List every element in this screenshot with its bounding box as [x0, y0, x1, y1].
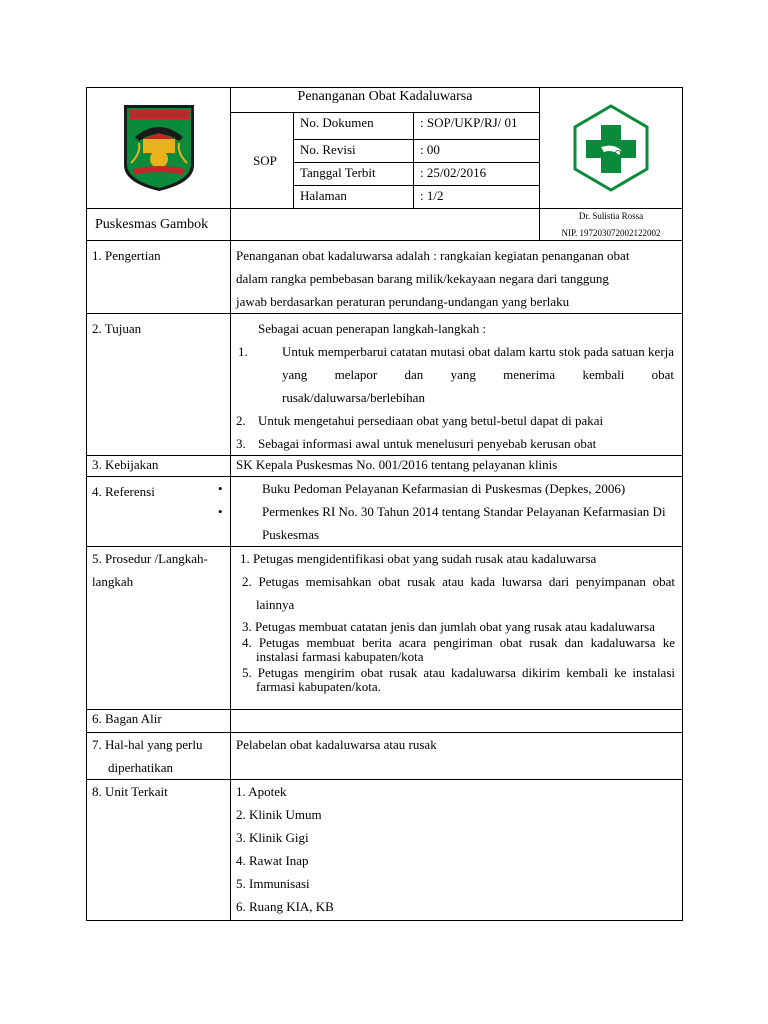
section-label-line: 5. Prosedur /Langkah-	[92, 551, 208, 566]
tujuan-content	[231, 314, 683, 456]
bullet-icon: •	[218, 481, 223, 496]
sop-document	[86, 87, 682, 921]
referensi-content	[218, 477, 683, 547]
pengertian-content	[231, 241, 683, 314]
puskesmas-logo-cell	[540, 88, 683, 209]
procedure-step: 3. Petugas membuat catatan jenis dan jumlah obat yang rusak atau kadaluwarsa	[242, 619, 655, 634]
procedure-step: 5. Petugas mengirim obat rusak atau kadaluwarsa dikirim kembali ke instalasi farmasi kabupaten/kota.	[242, 665, 676, 694]
bagan-alir-content	[231, 710, 683, 733]
organization-name: Puskesmas Gambok	[87, 209, 231, 241]
document-title: Penanganan Obat Kadaluwarsa	[231, 88, 540, 113]
prosedur-content	[231, 547, 683, 710]
meta-label: Halaman	[294, 186, 414, 209]
unit-item: 2. Klinik Umum	[236, 807, 322, 822]
regency-logo-cell	[87, 88, 231, 209]
signatory-nip: NIP. 197203072002122002	[561, 228, 661, 238]
tujuan-intro: Sebagai acuan penerapan langkah-langkah :	[258, 321, 487, 336]
unit-item: 4. Rawat Inap	[236, 853, 309, 868]
unit-terkait-content	[231, 780, 683, 921]
list-text: Untuk mengetahui persediaan obat yang betul-betul dapat di pakai	[258, 413, 604, 428]
signatory-block	[540, 209, 683, 241]
section-label-line: diperhatikan	[108, 760, 173, 775]
text-line: Penanganan obat kadaluwarsa adalah : rangkaian kegiatan penanganan obat	[236, 248, 630, 263]
meta-value: : SOP/UKP/RJ/ 01	[414, 113, 540, 140]
unit-item: 5. Immunisasi	[236, 876, 310, 891]
meta-value: : 25/02/2016	[414, 163, 540, 186]
signatory-name: Dr. Sulistia Rossa	[578, 211, 644, 221]
list-number: 3.	[236, 436, 246, 451]
sop-table	[86, 87, 683, 921]
bullet-item	[218, 477, 678, 500]
meta-label: No. Dokumen	[294, 113, 414, 140]
bullet-item	[218, 500, 678, 546]
section-label: 3. Kebijakan	[87, 456, 231, 477]
bullet-text: Buku Pedoman Pelayanan Kefarmasian di Puskesmas (Depkes, 2006)	[262, 481, 626, 496]
meta-label: No. Revisi	[294, 140, 414, 163]
list-text: Untuk memperbarui catatan mutasi obat dalam kartu stok pada satuan kerja yang melapor dan yang menerima kembali obat rusak/daluwarsa/berlebihan	[282, 344, 675, 405]
list-text: Sebagai informasi awal untuk menelusuri penyebab kerusan obat	[258, 436, 597, 451]
meta-label: Tanggal Terbit	[294, 163, 414, 186]
text-line: dalam rangka pembebasan barang milik/kekayaan negara dari tanggung	[236, 271, 609, 286]
section-label: 1. Pengertian	[87, 241, 231, 314]
unit-item: 6. Ruang KIA, KB	[236, 899, 334, 914]
unit-item: 3. Klinik Gigi	[236, 830, 309, 845]
procedure-step: 2. Petugas memisahkan obat rusak atau kada luwarsa dari penyimpanan obat lainnya	[242, 574, 676, 612]
hal-hal-content: Pelabelan obat kadaluwarsa atau rusak	[231, 733, 683, 780]
list-number: 2.	[236, 413, 246, 428]
section-label	[87, 733, 231, 780]
text-line: jawab berdasarkan peraturan perundang-undangan yang berlaku	[236, 294, 570, 309]
sop-label: SOP	[231, 113, 294, 209]
section-label: 6. Bagan Alir	[87, 710, 231, 733]
list-item	[236, 409, 674, 432]
section-label	[87, 547, 231, 710]
regency-emblem-icon	[121, 103, 197, 193]
empty-header-cell	[231, 209, 540, 241]
meta-value: : 1/2	[414, 186, 540, 209]
section-label: 8. Unit Terkait	[87, 780, 231, 921]
list-item	[236, 432, 674, 455]
unit-item: 1. Apotek	[236, 784, 287, 799]
section-label-line: 7. Hal-hal yang perlu	[92, 737, 203, 752]
procedure-step: 1. Petugas mengidentifikasi obat yang sudah rusak atau kadaluwarsa	[240, 551, 597, 566]
puskesmas-logo-icon	[570, 103, 652, 193]
section-label-line: langkah	[92, 574, 134, 589]
bullet-icon: •	[218, 504, 223, 519]
list-number: 1.	[238, 344, 248, 359]
list-item	[236, 340, 674, 409]
kebijakan-content: SK Kepala Puskesmas No. 001/2016 tentang pelayanan klinis	[231, 456, 683, 477]
section-label: 4. Referensi	[87, 477, 231, 547]
bullet-text: Permenkes RI No. 30 Tahun 2014 tentang Standar Pelayanan Kefarmasian Di Puskesmas	[262, 504, 666, 542]
section-label: 2. Tujuan	[87, 314, 231, 456]
procedure-step: 4. Petugas membuat berita acara pengiriman obat rusak dan kadaluwarsa ke instalasi farmasi kabupaten/kota	[242, 635, 676, 664]
meta-value: : 00	[414, 140, 540, 163]
